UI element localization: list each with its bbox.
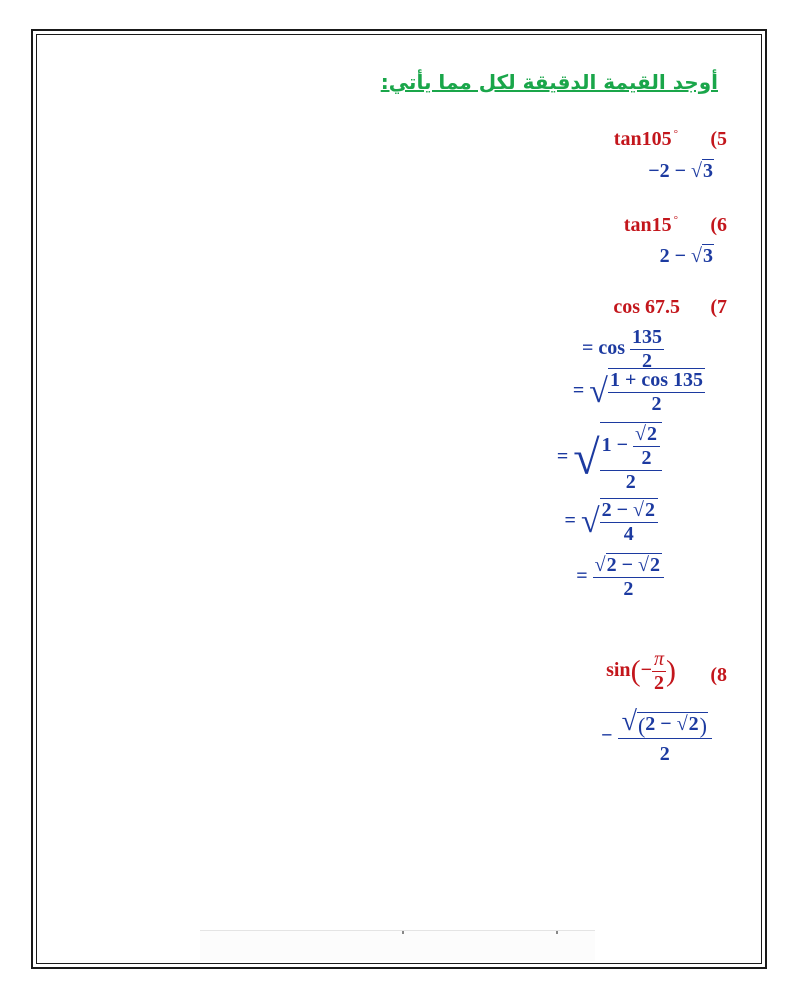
fraction-numerator: 135 — [632, 326, 662, 348]
radicand: 2 — [645, 499, 655, 521]
step-5 — [576, 554, 664, 601]
sqrt-icon: √ — [573, 431, 600, 485]
footer-area — [200, 930, 595, 961]
fraction-numerator — [593, 554, 664, 578]
radicand — [637, 712, 708, 738]
sqrt-icon: √ — [580, 503, 600, 540]
argument-numerator: π — [653, 648, 664, 670]
radicand — [606, 553, 662, 576]
fraction-denominator: 2 — [625, 471, 636, 493]
problem-8-number: (8 — [710, 664, 727, 686]
step-3-eq: = — [556, 445, 569, 468]
radicand: 3 — [703, 160, 713, 182]
radicand: 3 — [703, 245, 713, 267]
numerator-term: 2 − — [601, 499, 629, 521]
fraction — [608, 368, 705, 416]
fraction-denominator: 4 — [623, 523, 634, 545]
answer-sign: − — [601, 724, 613, 747]
problem-8-func: sin — [606, 659, 631, 682]
step-4-eq: = — [564, 509, 576, 532]
step-1 — [582, 326, 664, 373]
problem-5-func: tan105 — [613, 128, 672, 150]
problem-8-answer — [601, 706, 712, 766]
fraction-denominator: 2 — [623, 578, 634, 600]
answer-fraction — [618, 706, 712, 766]
fraction — [600, 422, 662, 494]
fraction — [593, 554, 664, 601]
sqrt-icon: √ — [594, 554, 606, 576]
answer-numerator — [618, 706, 712, 739]
problem-8-expression — [606, 648, 676, 695]
inner-term: 1 − — [601, 434, 629, 457]
problem-6-func: tan15 — [623, 214, 672, 236]
problem-5-expression — [614, 128, 678, 151]
radicand-inner: 2 — [650, 554, 660, 576]
problem-5-answer — [648, 160, 714, 183]
degree-symbol: ° — [673, 128, 678, 140]
step-3 — [557, 422, 662, 494]
step-1-eq: = cos — [581, 337, 625, 360]
sqrt-icon: √ — [691, 160, 702, 182]
degree-symbol: ° — [673, 214, 678, 226]
answer-denominator: 2 — [659, 743, 670, 766]
right-paren-icon: ) — [666, 654, 676, 688]
radicand-term: 2 − — [606, 554, 634, 576]
sqrt-icon: √ — [635, 423, 646, 445]
argument-denominator: 2 — [653, 672, 664, 694]
inner-fraction-denominator: 2 — [641, 447, 652, 469]
radicand-inner: 2 — [688, 713, 699, 735]
left-paren-icon: ( — [630, 654, 641, 688]
problem-5-number: (5 — [710, 128, 727, 150]
radicand: 2 — [647, 423, 657, 445]
step-5-eq: = — [576, 565, 588, 588]
fraction-numerator — [600, 423, 662, 471]
sqrt-icon: √ — [633, 499, 644, 521]
step-4 — [565, 498, 658, 546]
sqrt-icon: √ — [621, 706, 637, 737]
fraction-denominator: 2 — [642, 350, 652, 372]
sqrt-icon: √ — [589, 373, 608, 410]
fraction-numerator: 1 + cos 135 — [609, 369, 703, 391]
right-paren-icon: ) — [699, 712, 707, 738]
fraction-denominator: 2 — [651, 393, 662, 415]
problem-6-answer — [660, 245, 714, 268]
inner-fraction-numerator — [633, 423, 660, 447]
fraction — [630, 326, 664, 373]
footer-mark — [556, 931, 558, 934]
problem-6-number: (6 — [710, 214, 727, 236]
page-title: أوجد القيمة الدقيقة لكل مما يأتي: — [380, 70, 718, 94]
left-paren-icon: ( — [637, 712, 646, 738]
problem-7-number: (7 — [710, 296, 727, 318]
inner-fraction — [633, 423, 660, 470]
sqrt-icon: √ — [691, 245, 702, 267]
fraction-numerator — [600, 499, 658, 523]
step-2 — [573, 368, 705, 416]
answer-term: 2 − — [659, 245, 687, 267]
sqrt-icon: √ — [638, 554, 649, 576]
sqrt-icon: √ — [676, 713, 688, 735]
problem-7-func: cos 67.5 — [613, 296, 680, 318]
answer-term: −2 − — [648, 160, 687, 182]
argument-sign: − — [640, 659, 652, 682]
problem-6-expression — [624, 214, 678, 237]
step-2-eq: = — [572, 379, 585, 402]
footer-mark — [402, 931, 404, 934]
fraction — [600, 498, 658, 546]
radicand-term: 2 − — [645, 713, 672, 735]
argument-fraction — [652, 648, 666, 695]
